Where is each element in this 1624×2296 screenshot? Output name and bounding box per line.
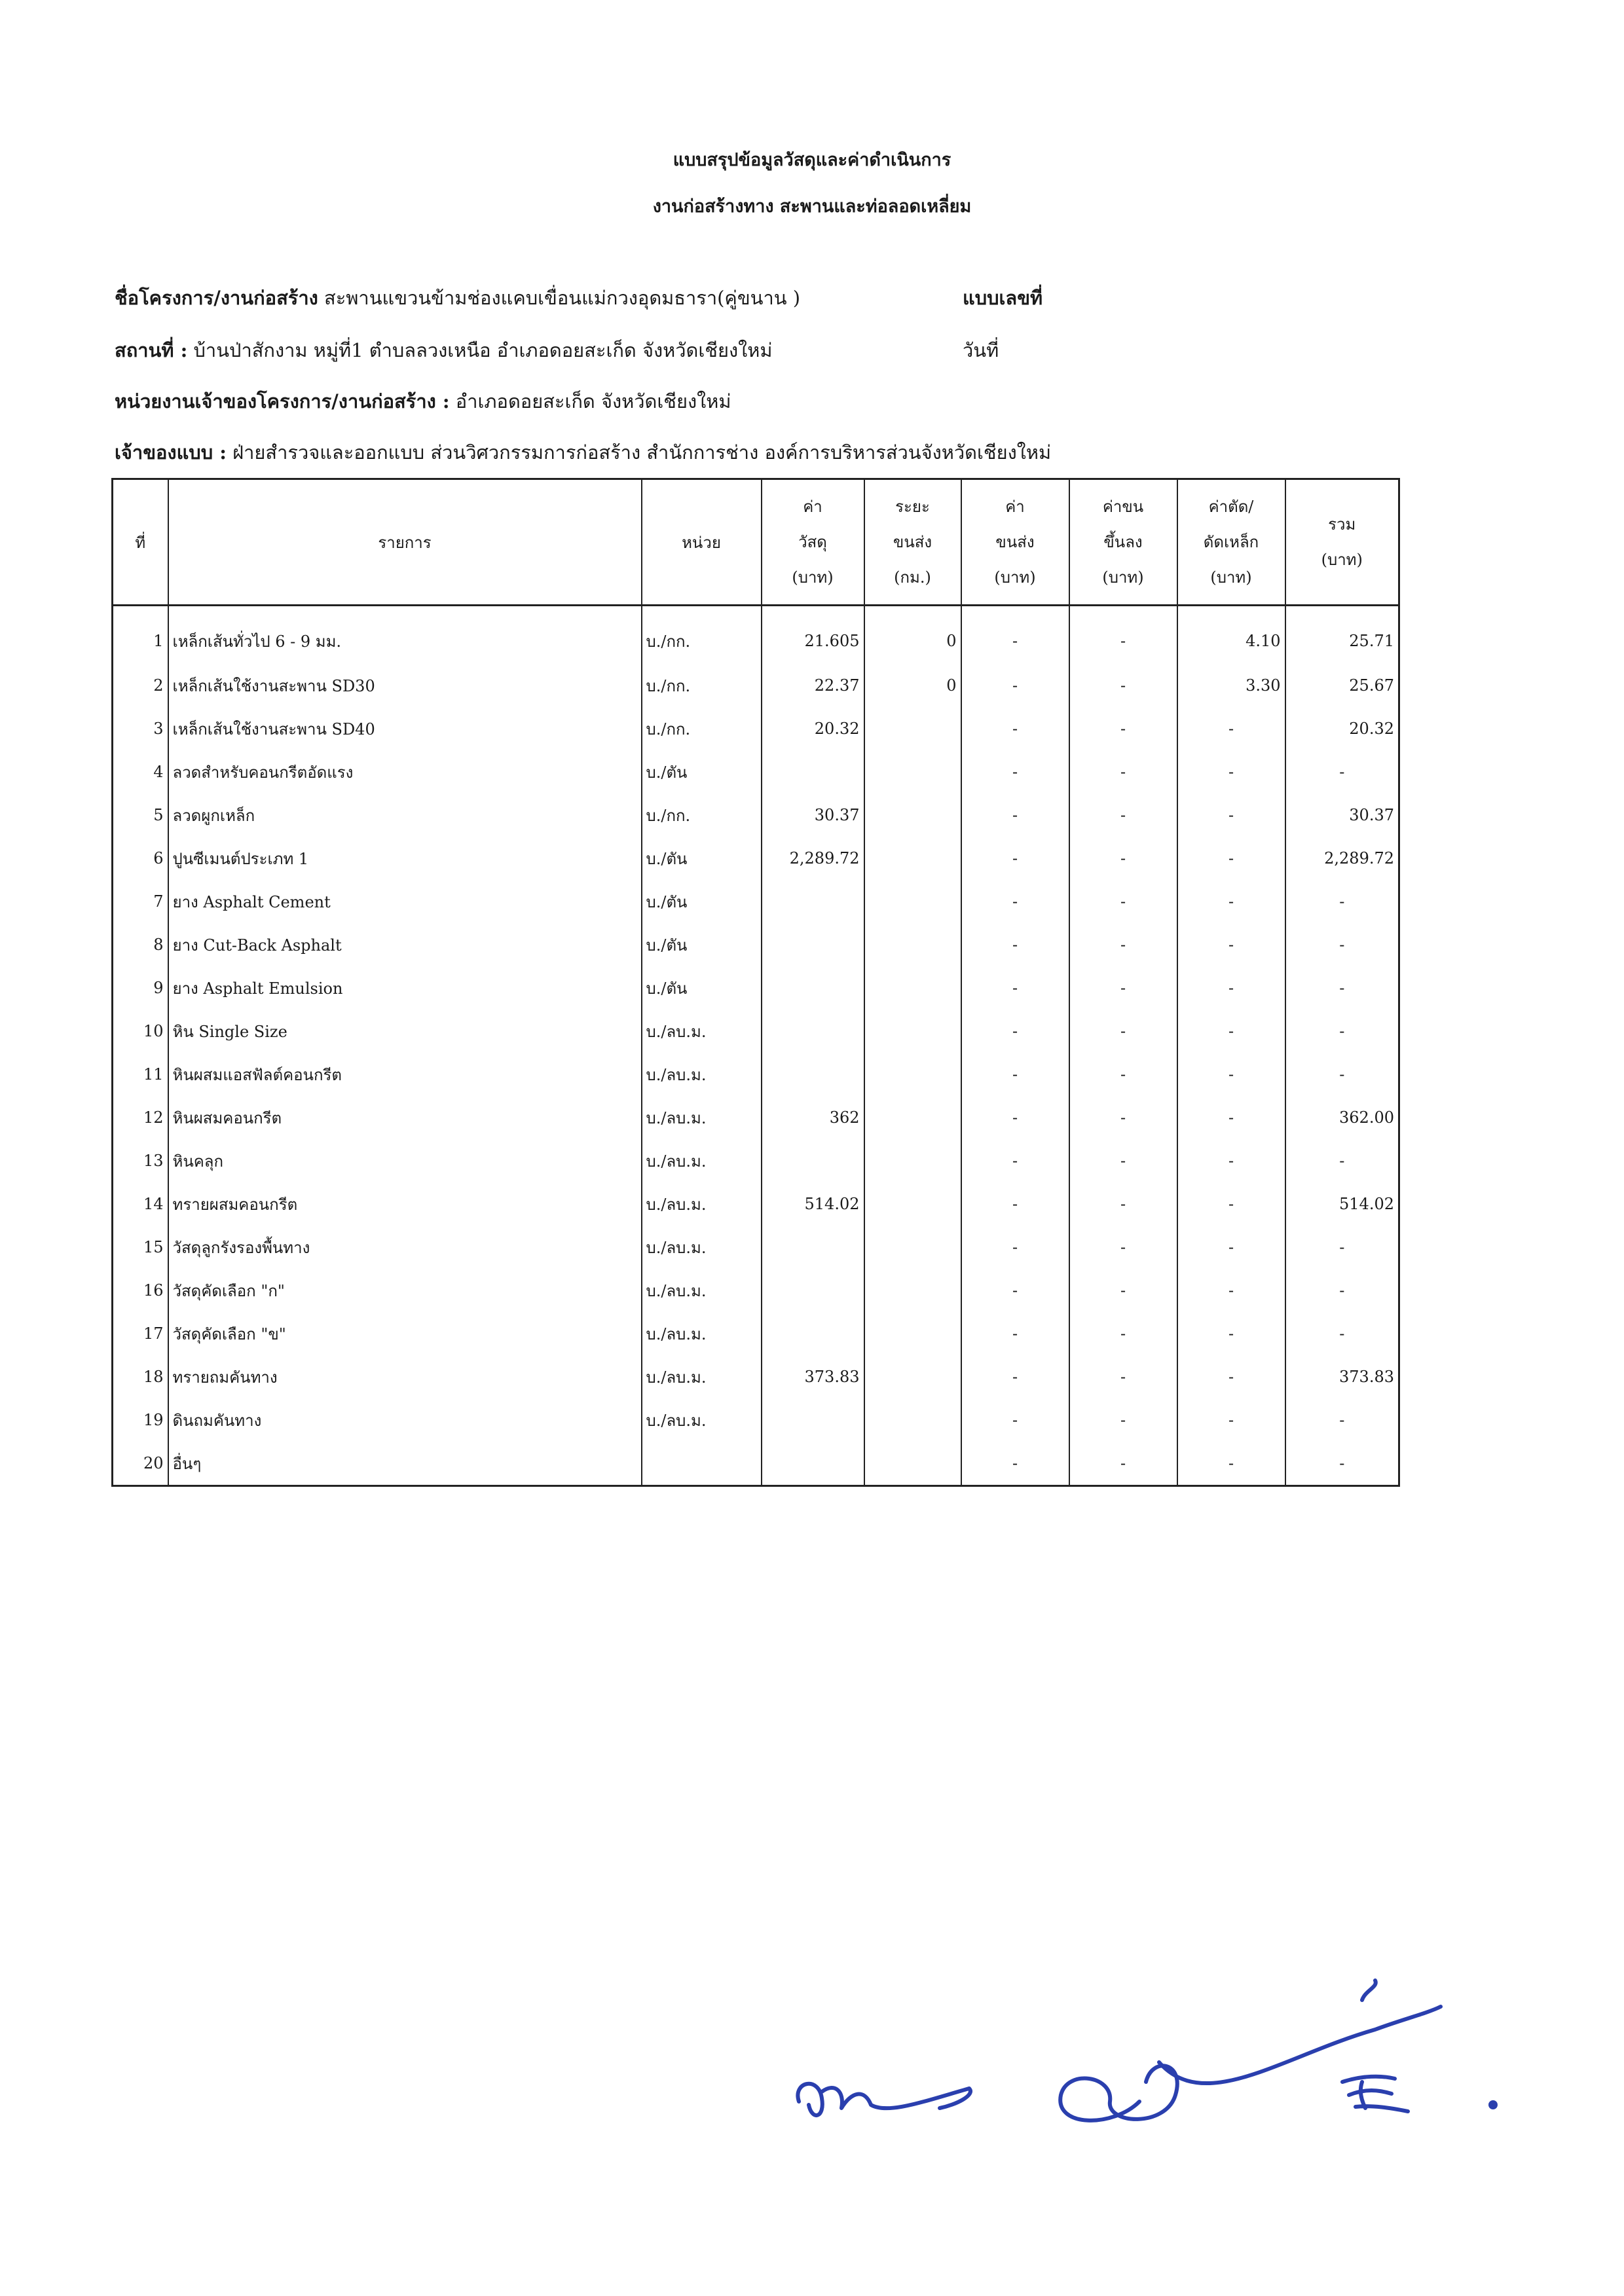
cell-total: 25.71 <box>1285 606 1399 665</box>
cell-unit: บ./ตัน <box>642 750 762 793</box>
cell-distance <box>864 750 961 793</box>
header-line: (บาท) <box>1321 551 1363 569</box>
cell-loading-cost: - <box>1069 750 1177 793</box>
cell-cutting-cost: - <box>1177 1182 1285 1226</box>
cell-cutting-cost: - <box>1177 1096 1285 1139</box>
cell-item: ลวดสำหรับคอนกรีตอัดแรง <box>168 750 642 793</box>
table-row <box>113 1096 1399 1139</box>
cell-distance <box>864 1226 961 1269</box>
cell-loading-cost: - <box>1069 1355 1177 1398</box>
table-row <box>113 1182 1399 1226</box>
cell-no: 8 <box>113 923 168 966</box>
cell-distance <box>864 1182 961 1226</box>
table-row <box>113 1442 1399 1486</box>
cell-unit: บ./ลบ.ม. <box>642 1053 762 1096</box>
cell-loading-cost: - <box>1069 1182 1177 1226</box>
cell-material-cost <box>762 1010 864 1053</box>
cell-material-cost <box>762 1139 864 1182</box>
cell-item: วัสดุคัดเลือก "ข" <box>168 1312 642 1355</box>
document-subtitle: งานก่อสร้างทาง สะพานและท่อลอดเหลี่ยม <box>652 196 972 217</box>
cell-total: 362.00 <box>1285 1096 1399 1139</box>
cell-loading-cost: - <box>1069 1096 1177 1139</box>
cell-loading-cost: - <box>1069 1269 1177 1312</box>
cell-material-cost <box>762 750 864 793</box>
cell-total: - <box>1285 750 1399 793</box>
cell-transport-cost: - <box>961 923 1069 966</box>
cell-loading-cost: - <box>1069 837 1177 880</box>
project-label: ชื่อโครงการ/งานก่อสร้าง <box>115 287 318 309</box>
owner-field <box>115 386 731 416</box>
cell-total: 2,289.72 <box>1285 837 1399 880</box>
cell-material-cost <box>762 880 864 923</box>
cell-item: เหล็กเส้นใช้งานสะพาน SD30 <box>168 664 642 707</box>
signature-stroke <box>798 2084 969 2115</box>
location-label: สถานที่ : <box>115 339 188 361</box>
cell-total: - <box>1285 880 1399 923</box>
header-material-cost <box>762 479 864 606</box>
cell-total: - <box>1285 1398 1399 1442</box>
cell-transport-cost: - <box>961 707 1069 750</box>
cell-distance: 0 <box>864 664 961 707</box>
date-label: วันที่ <box>963 339 999 361</box>
cell-distance <box>864 1355 961 1398</box>
cell-total: - <box>1285 1312 1399 1355</box>
cell-total: - <box>1285 1269 1399 1312</box>
header-line: ขนส่ง <box>893 533 932 551</box>
header-line: (บาท) <box>792 568 834 587</box>
signature <box>773 1977 1526 2174</box>
cell-material-cost: 22.37 <box>762 664 864 707</box>
cell-no: 18 <box>113 1355 168 1398</box>
materials-table <box>111 478 1400 1487</box>
cell-item: ลวดผูกเหล็ก <box>168 793 642 837</box>
header-line: ค่า <box>803 498 822 516</box>
cell-distance <box>864 1312 961 1355</box>
cell-loading-cost: - <box>1069 664 1177 707</box>
cell-cutting-cost: - <box>1177 923 1285 966</box>
cell-cutting-cost: - <box>1177 1053 1285 1096</box>
cell-item: ยาง Asphalt Emulsion <box>168 966 642 1010</box>
signature-stroke <box>1342 2077 1408 2111</box>
header-line: ขึ้นลง <box>1103 533 1143 551</box>
cell-no: 6 <box>113 837 168 880</box>
cell-item: เหล็กเส้นทั่วไป 6 - 9 มม. <box>168 606 642 665</box>
cell-material-cost: 514.02 <box>762 1182 864 1226</box>
cell-material-cost: 373.83 <box>762 1355 864 1398</box>
cell-no: 1 <box>113 606 168 665</box>
cell-distance <box>864 1398 961 1442</box>
cell-cutting-cost: - <box>1177 1355 1285 1398</box>
cell-no: 13 <box>113 1139 168 1182</box>
cell-unit: บ./ตัน <box>642 880 762 923</box>
cell-distance <box>864 923 961 966</box>
cell-distance <box>864 1010 961 1053</box>
cell-material-cost <box>762 1398 864 1442</box>
table-header-row <box>113 479 1399 606</box>
table-row <box>113 1053 1399 1096</box>
cell-transport-cost: - <box>961 1398 1069 1442</box>
cell-unit: บ./กก. <box>642 664 762 707</box>
cell-material-cost: 30.37 <box>762 793 864 837</box>
cell-transport-cost: - <box>961 750 1069 793</box>
cell-material-cost <box>762 1269 864 1312</box>
cell-unit: บ./ลบ.ม. <box>642 1182 762 1226</box>
cell-loading-cost: - <box>1069 1139 1177 1182</box>
cell-total: 514.02 <box>1285 1182 1399 1226</box>
cell-loading-cost: - <box>1069 1312 1177 1355</box>
cell-cutting-cost: 3.30 <box>1177 664 1285 707</box>
cell-material-cost <box>762 1312 864 1355</box>
cell-no: 5 <box>113 793 168 837</box>
cell-no: 9 <box>113 966 168 1010</box>
cell-total: - <box>1285 1442 1399 1486</box>
cell-material-cost <box>762 1053 864 1096</box>
cell-total: - <box>1285 1053 1399 1096</box>
cell-item: ยาง Asphalt Cement <box>168 880 642 923</box>
owner-label: หน่วยงานเจ้าของโครงการ/งานก่อสร้าง : <box>115 390 450 412</box>
cell-material-cost <box>762 966 864 1010</box>
cell-transport-cost: - <box>961 880 1069 923</box>
designer-label: เจ้าของแบบ : <box>115 441 227 464</box>
cell-no: 12 <box>113 1096 168 1139</box>
header-line: ค่าขน <box>1102 498 1144 516</box>
table-row <box>113 923 1399 966</box>
cell-no: 7 <box>113 880 168 923</box>
cell-item: หิน Single Size <box>168 1010 642 1053</box>
cell-loading-cost: - <box>1069 707 1177 750</box>
cell-no: 11 <box>113 1053 168 1096</box>
cell-item: ทรายถมคันทาง <box>168 1355 642 1398</box>
table-row <box>113 1226 1399 1269</box>
table-row <box>113 1269 1399 1312</box>
cell-distance <box>864 793 961 837</box>
document-title: แบบสรุปข้อมูลวัสดุและค่าดำเนินการ <box>673 150 951 170</box>
cell-item: ทรายผสมคอนกรีต <box>168 1182 642 1226</box>
cell-cutting-cost: - <box>1177 966 1285 1010</box>
header-distance <box>864 479 961 606</box>
cell-loading-cost: - <box>1069 1442 1177 1486</box>
cell-item: ยาง Cut-Back Asphalt <box>168 923 642 966</box>
cell-distance <box>864 1096 961 1139</box>
table-row <box>113 1398 1399 1442</box>
cell-transport-cost: - <box>961 1010 1069 1053</box>
signature-stroke <box>1159 2007 1441 2083</box>
cell-material-cost: 21.605 <box>762 606 864 665</box>
cell-no: 14 <box>113 1182 168 1226</box>
cell-total: 25.67 <box>1285 664 1399 707</box>
signature-dot <box>1490 2102 1496 2107</box>
cell-transport-cost: - <box>961 1355 1069 1398</box>
cell-material-cost <box>762 1442 864 1486</box>
cell-transport-cost: - <box>961 1139 1069 1182</box>
cell-distance: 0 <box>864 606 961 665</box>
cell-loading-cost: - <box>1069 966 1177 1010</box>
table-row <box>113 750 1399 793</box>
cell-item: หินผสมแอสฟัลต์คอนกรีต <box>168 1053 642 1096</box>
cell-material-cost: 362 <box>762 1096 864 1139</box>
cell-loading-cost: - <box>1069 1053 1177 1096</box>
cell-unit: บ./กก. <box>642 793 762 837</box>
cell-loading-cost: - <box>1069 1226 1177 1269</box>
cell-total: - <box>1285 1139 1399 1182</box>
table-row <box>113 1010 1399 1053</box>
cell-cutting-cost: - <box>1177 1398 1285 1442</box>
header-line: (บาท) <box>1210 568 1252 587</box>
header-item: รายการ <box>168 479 642 606</box>
header-line: (บาท) <box>994 568 1036 587</box>
header-line: ดัดเหล็ก <box>1203 533 1259 551</box>
cell-cutting-cost: - <box>1177 837 1285 880</box>
cell-loading-cost: - <box>1069 923 1177 966</box>
cell-distance <box>864 1053 961 1096</box>
header-line: (บาท) <box>1102 568 1144 587</box>
cell-transport-cost: - <box>961 837 1069 880</box>
cell-cutting-cost: - <box>1177 1010 1285 1053</box>
designer-value: ฝ่ายสำรวจและออกแบบ ส่วนวิศวกรรมการก่อสร้าง สำนักการช่าง องค์การบริหารส่วนจังหวัดเชียงใหม่ <box>232 441 1052 464</box>
cell-transport-cost: - <box>961 664 1069 707</box>
cell-unit: บ./กก. <box>642 606 762 665</box>
cell-cutting-cost: - <box>1177 1442 1285 1486</box>
cell-item: ดินถมคันทาง <box>168 1398 642 1442</box>
cell-transport-cost: - <box>961 1312 1069 1355</box>
cell-item: วัสดุลูกรังรองพื้นทาง <box>168 1226 642 1269</box>
cell-unit: บ./ลบ.ม. <box>642 1010 762 1053</box>
cell-item: อื่นๆ <box>168 1442 642 1486</box>
cell-total: 20.32 <box>1285 707 1399 750</box>
location-field <box>115 335 773 365</box>
table-row <box>113 664 1399 707</box>
cell-cutting-cost: - <box>1177 1269 1285 1312</box>
cell-transport-cost: - <box>961 1442 1069 1486</box>
cell-no: 16 <box>113 1269 168 1312</box>
cell-unit: บ./ตัน <box>642 966 762 1010</box>
cell-unit: บ./ลบ.ม. <box>642 1398 762 1442</box>
header-total <box>1285 479 1399 606</box>
cell-cutting-cost: 4.10 <box>1177 606 1285 665</box>
header-transport-cost <box>961 479 1069 606</box>
cell-material-cost <box>762 1226 864 1269</box>
cell-transport-cost: - <box>961 966 1069 1010</box>
table-row <box>113 606 1399 665</box>
cell-transport-cost: - <box>961 1182 1069 1226</box>
table-row <box>113 837 1399 880</box>
cell-transport-cost: - <box>961 1053 1069 1096</box>
cell-loading-cost: - <box>1069 793 1177 837</box>
header-line: ค่าตัด/ <box>1208 498 1254 516</box>
cell-item: หินคลุก <box>168 1139 642 1182</box>
table-row <box>113 966 1399 1010</box>
cell-cutting-cost: - <box>1177 880 1285 923</box>
cell-no: 2 <box>113 664 168 707</box>
cell-total: - <box>1285 966 1399 1010</box>
cell-item: เหล็กเส้นใช้งานสะพาน SD40 <box>168 707 642 750</box>
header-no: ที่ <box>113 479 168 606</box>
table-row <box>113 793 1399 837</box>
header-loading-cost <box>1069 479 1177 606</box>
cell-no: 4 <box>113 750 168 793</box>
header-line: ขนส่ง <box>995 533 1035 551</box>
cell-distance <box>864 707 961 750</box>
header-line: (กม.) <box>894 568 931 587</box>
cell-item: ปูนซีเมนต์ประเภท 1 <box>168 837 642 880</box>
cell-loading-cost: - <box>1069 880 1177 923</box>
cell-total: 30.37 <box>1285 793 1399 837</box>
project-field <box>115 283 800 313</box>
cell-cutting-cost: - <box>1177 1226 1285 1269</box>
cell-distance <box>864 880 961 923</box>
header-line: รวม <box>1328 515 1356 534</box>
cell-total: - <box>1285 923 1399 966</box>
cell-transport-cost: - <box>961 606 1069 665</box>
cell-distance <box>864 966 961 1010</box>
cell-unit: บ./ลบ.ม. <box>642 1139 762 1182</box>
header-line: ค่า <box>1005 498 1025 516</box>
cell-cutting-cost: - <box>1177 793 1285 837</box>
cell-no: 19 <box>113 1398 168 1442</box>
header-unit: หน่วย <box>642 479 762 606</box>
cell-cutting-cost: - <box>1177 1139 1285 1182</box>
signature-stroke <box>1362 1980 1376 2000</box>
cell-unit: บ./ลบ.ม. <box>642 1312 762 1355</box>
table-row <box>113 1312 1399 1355</box>
cell-cutting-cost: - <box>1177 750 1285 793</box>
cell-unit: บ./ตัน <box>642 837 762 880</box>
cell-material-cost: 2,289.72 <box>762 837 864 880</box>
cell-no: 10 <box>113 1010 168 1053</box>
cell-no: 3 <box>113 707 168 750</box>
cell-cutting-cost: - <box>1177 1312 1285 1355</box>
signature-stroke <box>1060 2066 1177 2121</box>
cell-unit: บ./ลบ.ม. <box>642 1096 762 1139</box>
cell-transport-cost: - <box>961 1269 1069 1312</box>
cell-unit <box>642 1442 762 1486</box>
cell-transport-cost: - <box>961 793 1069 837</box>
cell-distance <box>864 837 961 880</box>
cell-unit: บ./ลบ.ม. <box>642 1269 762 1312</box>
cell-no: 17 <box>113 1312 168 1355</box>
table-row <box>113 1139 1399 1182</box>
cell-item: หินผสมคอนกรีต <box>168 1096 642 1139</box>
cell-no: 15 <box>113 1226 168 1269</box>
cell-material-cost: 20.32 <box>762 707 864 750</box>
cell-transport-cost: - <box>961 1096 1069 1139</box>
designer-field <box>115 437 1051 467</box>
header-cutting-cost <box>1177 479 1285 606</box>
header-line: ระยะ <box>895 498 930 516</box>
cell-distance <box>864 1139 961 1182</box>
header-line: วัสดุ <box>798 533 827 551</box>
cell-transport-cost: - <box>961 1226 1069 1269</box>
cell-distance <box>864 1269 961 1312</box>
project-value: สะพานแขวนข้ามช่องแคบเขื่อนแม่กวงอุดมธารา(คู่ขนาน ) <box>324 287 801 309</box>
table-row <box>113 707 1399 750</box>
cell-distance <box>864 1442 961 1486</box>
cell-unit: บ./กก. <box>642 707 762 750</box>
table-row <box>113 880 1399 923</box>
table-row <box>113 1355 1399 1398</box>
cell-item: วัสดุคัดเลือก "ก" <box>168 1269 642 1312</box>
cell-no: 20 <box>113 1442 168 1486</box>
cell-loading-cost: - <box>1069 1010 1177 1053</box>
cell-total: 373.83 <box>1285 1355 1399 1398</box>
cell-unit: บ./ลบ.ม. <box>642 1355 762 1398</box>
form-number-label: แบบเลขที่ <box>963 287 1043 309</box>
cell-material-cost <box>762 923 864 966</box>
cell-unit: บ./ตัน <box>642 923 762 966</box>
cell-unit: บ./ลบ.ม. <box>642 1226 762 1269</box>
cell-loading-cost: - <box>1069 1398 1177 1442</box>
location-value: บ้านป่าสักงาม หมู่ที่1 ตำบลลวงเหนือ อำเภอดอยสะเก็ด จังหวัดเชียงใหม่ <box>193 339 773 361</box>
owner-value: อำเภอดอยสะเก็ด จังหวัดเชียงใหม่ <box>455 390 731 412</box>
cell-total: - <box>1285 1226 1399 1269</box>
cell-cutting-cost: - <box>1177 707 1285 750</box>
cell-total: - <box>1285 1010 1399 1053</box>
cell-loading-cost: - <box>1069 606 1177 665</box>
